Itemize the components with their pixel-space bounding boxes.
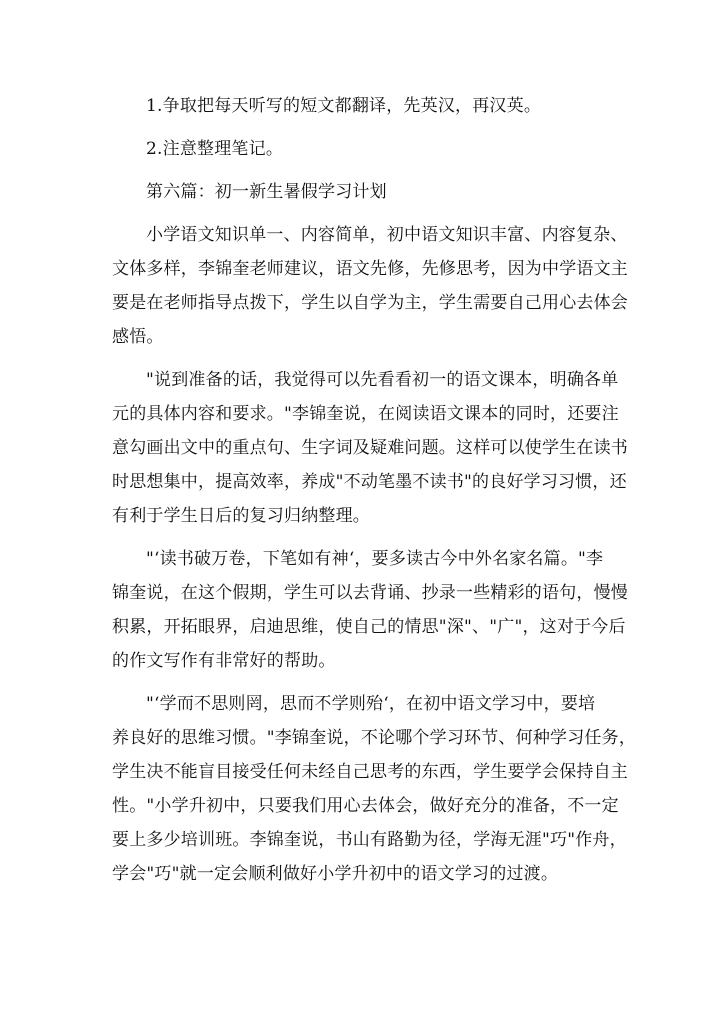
paragraph-line: 意勾画出文中的重点句、生字词及疑难问题。这样可以使学生在读书	[112, 438, 628, 458]
paragraph-line: 积累，开拓眼界，启迪思维，使自己的情思"深"、"广"，这对于今后	[112, 617, 626, 637]
paragraph-line: "‘学而不思则罔，思而不学则殆‘，在初中语文学习中，要培	[146, 694, 596, 714]
paragraph-line: 锦奎说，在这个假期，学生可以去背诵、抄录一些精彩的语句，慢慢	[112, 583, 628, 603]
paragraph	[112, 363, 628, 533]
paragraph-line: 性。"小学升初中，只要我们用心去体会，做好充分的准备，不一定	[112, 796, 619, 816]
section-title: 第六篇：初一新生暑假学习计划	[146, 182, 387, 202]
paragraph-line: "‘读书破万卷，下笔如有神‘，要多读古今中外名家名篇。"李	[146, 549, 604, 569]
paragraph-line: 学会"巧"就一定会顺利做好小学升初中的语文学习的过渡。	[112, 864, 559, 884]
paragraph-line: "说到准备的话，我觉得可以先看看初一的语文课本，明确各单	[146, 370, 619, 390]
paragraph	[112, 218, 628, 354]
paragraph-line: 学生决不能盲目接受任何未经自己思考的东西，学生要学会保持自主	[112, 762, 628, 782]
list-item: 1.争取把每天听写的短文都翻译，先英汉，再汉英。	[146, 96, 542, 116]
paragraph-line: 的作文写作有非常好的帮助。	[112, 651, 336, 671]
paragraph-line: 感悟。	[112, 327, 164, 347]
paragraph-line: 要是在老师指导点拨下，学生以自学为主，学生需要自己用心去体会	[112, 293, 628, 313]
paragraph-line: 时思想集中，提高效率，养成"不动笔墨不读书"的良好学习习惯，还	[112, 472, 627, 492]
paragraph-line: 要上多少培训班。李锦奎说，书山有路勤为径，学海无涯"巧"作舟，	[112, 830, 627, 850]
paragraph-line: 元的具体内容和要求。"李锦奎说，在阅读语文课本的同时，还要注	[112, 404, 619, 424]
paragraph	[112, 687, 637, 891]
document-body	[112, 89, 637, 891]
paragraph-line: 文体多样，李锦奎老师建议，语文先修，先修思考，因为中学语文主	[112, 259, 628, 279]
list-item: 2.注意整理笔记。	[146, 139, 284, 159]
paragraph	[112, 542, 628, 678]
paragraph-line: 小学语文知识单一、内容简单，初中语文知识丰富、内容复杂、	[146, 225, 628, 245]
paragraph-line: 有利于学生日后的复习归纳整理。	[112, 506, 370, 526]
paragraph-line: 养良好的思维习惯。"李锦奎说，不论哪个学习环节、何种学习任务，	[112, 728, 637, 748]
